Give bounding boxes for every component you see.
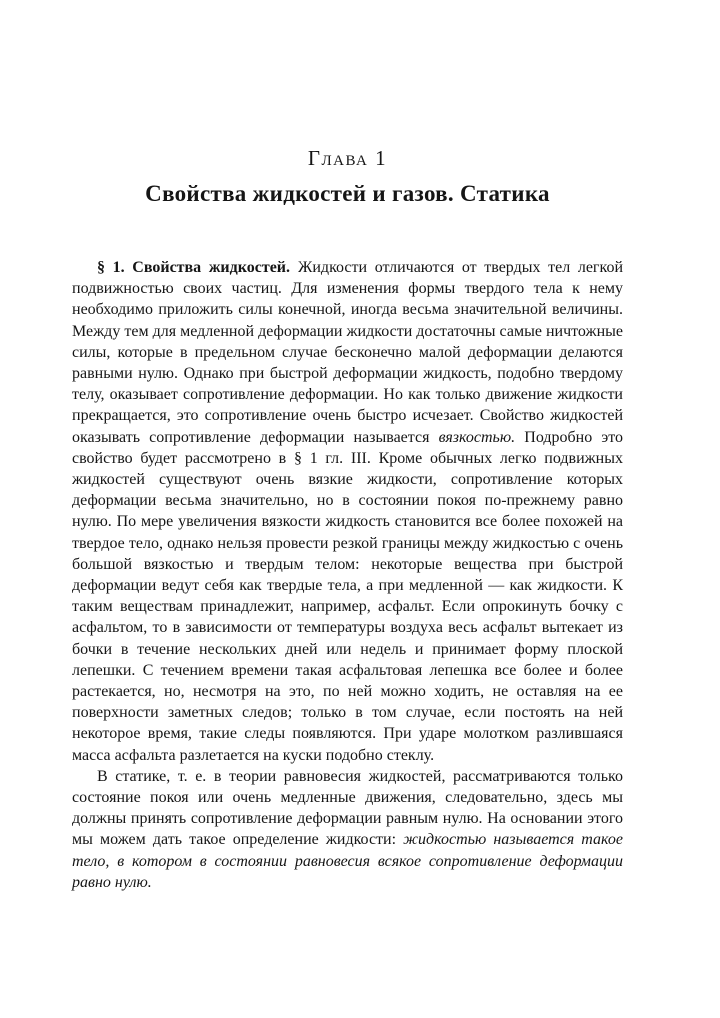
text-run: вязкостью. — [438, 428, 516, 446]
chapter-label: Глава 1 — [307, 146, 388, 170]
body-text — [72, 257, 623, 893]
text-run: В статике, т. е. в теории равновесия жидкостей, рассматриваются только состояние покоя или очень медленные движения, следовательно, здесь мы должны принять сопротивление деформации равным нулю. На основании этого мы можем дать такое определение жидкости: — [72, 767, 623, 849]
text-run: жидкостью называется такое тело, в котором в состоянии равновесия всякое сопротивление деформации равно нулю. — [72, 831, 624, 891]
paragraph — [72, 257, 623, 766]
chapter-title: Свойства жидкостей и газов. Статика — [145, 181, 550, 206]
text-run: § 1. Свойства жидкостей. — [97, 259, 291, 276]
paragraph — [72, 766, 623, 893]
text-run: Подробно это свойство будет рассмотрено в § 1 гл. III. Кроме обычных легко подвижных жидкостей существуют очень вязкие жидкости, сопротивление которых деформации весьма значительно, но в состоянии покоя по-прежнему равно нулю. По мере увеличения вязкости жидкость становится все более похожей на твердое тело, однако нельзя провести резкой границы между жидкостью с очень большой вязкостью и твердым телом: некоторые вещества при быстрой деформации ведут себя как твердые тела, а при медленной — как жидкости. К таким веществам принадлежит, например, асфальт. Если опрокинуть бочку с асфальтом, то в зависимости от температуры воздуха весь асфальт вытекает из бочки в течение нескольких дней или недель и принимает форму плоской лепешки. С течением времени такая асфальтовая лепешка все более и более растекается, но, несмотря на это, по ней можно ходить, не оставляя на ее поверхности заметных следов; только в том случае, если постоять на ней некоторое время, такие следы появляются. При ударе молотком разлившаяся масса асфальта разлетается на куски подобно стеклу. — [72, 428, 623, 764]
text-run: Жидкости отличаются от твердых тел легкой подвижностью своих частиц. Для изменения формы твердого тела к нему необходимо приложить силы конечной, иногда весьма значительной величины. Между тем для медленной деформации жидкости достаточны самые ничтожные силы, которые в предельном случае бесконечно малой деформации делаются равными нулю. Однако при быстрой деформации жидкость, подобно твердому телу, оказывает сопротивление деформации. Но как только движение жидкости прекращается, это сопротивление очень быстро исчезает. Свойство жидкостей оказывать сопротивление деформации называется — [72, 259, 624, 446]
